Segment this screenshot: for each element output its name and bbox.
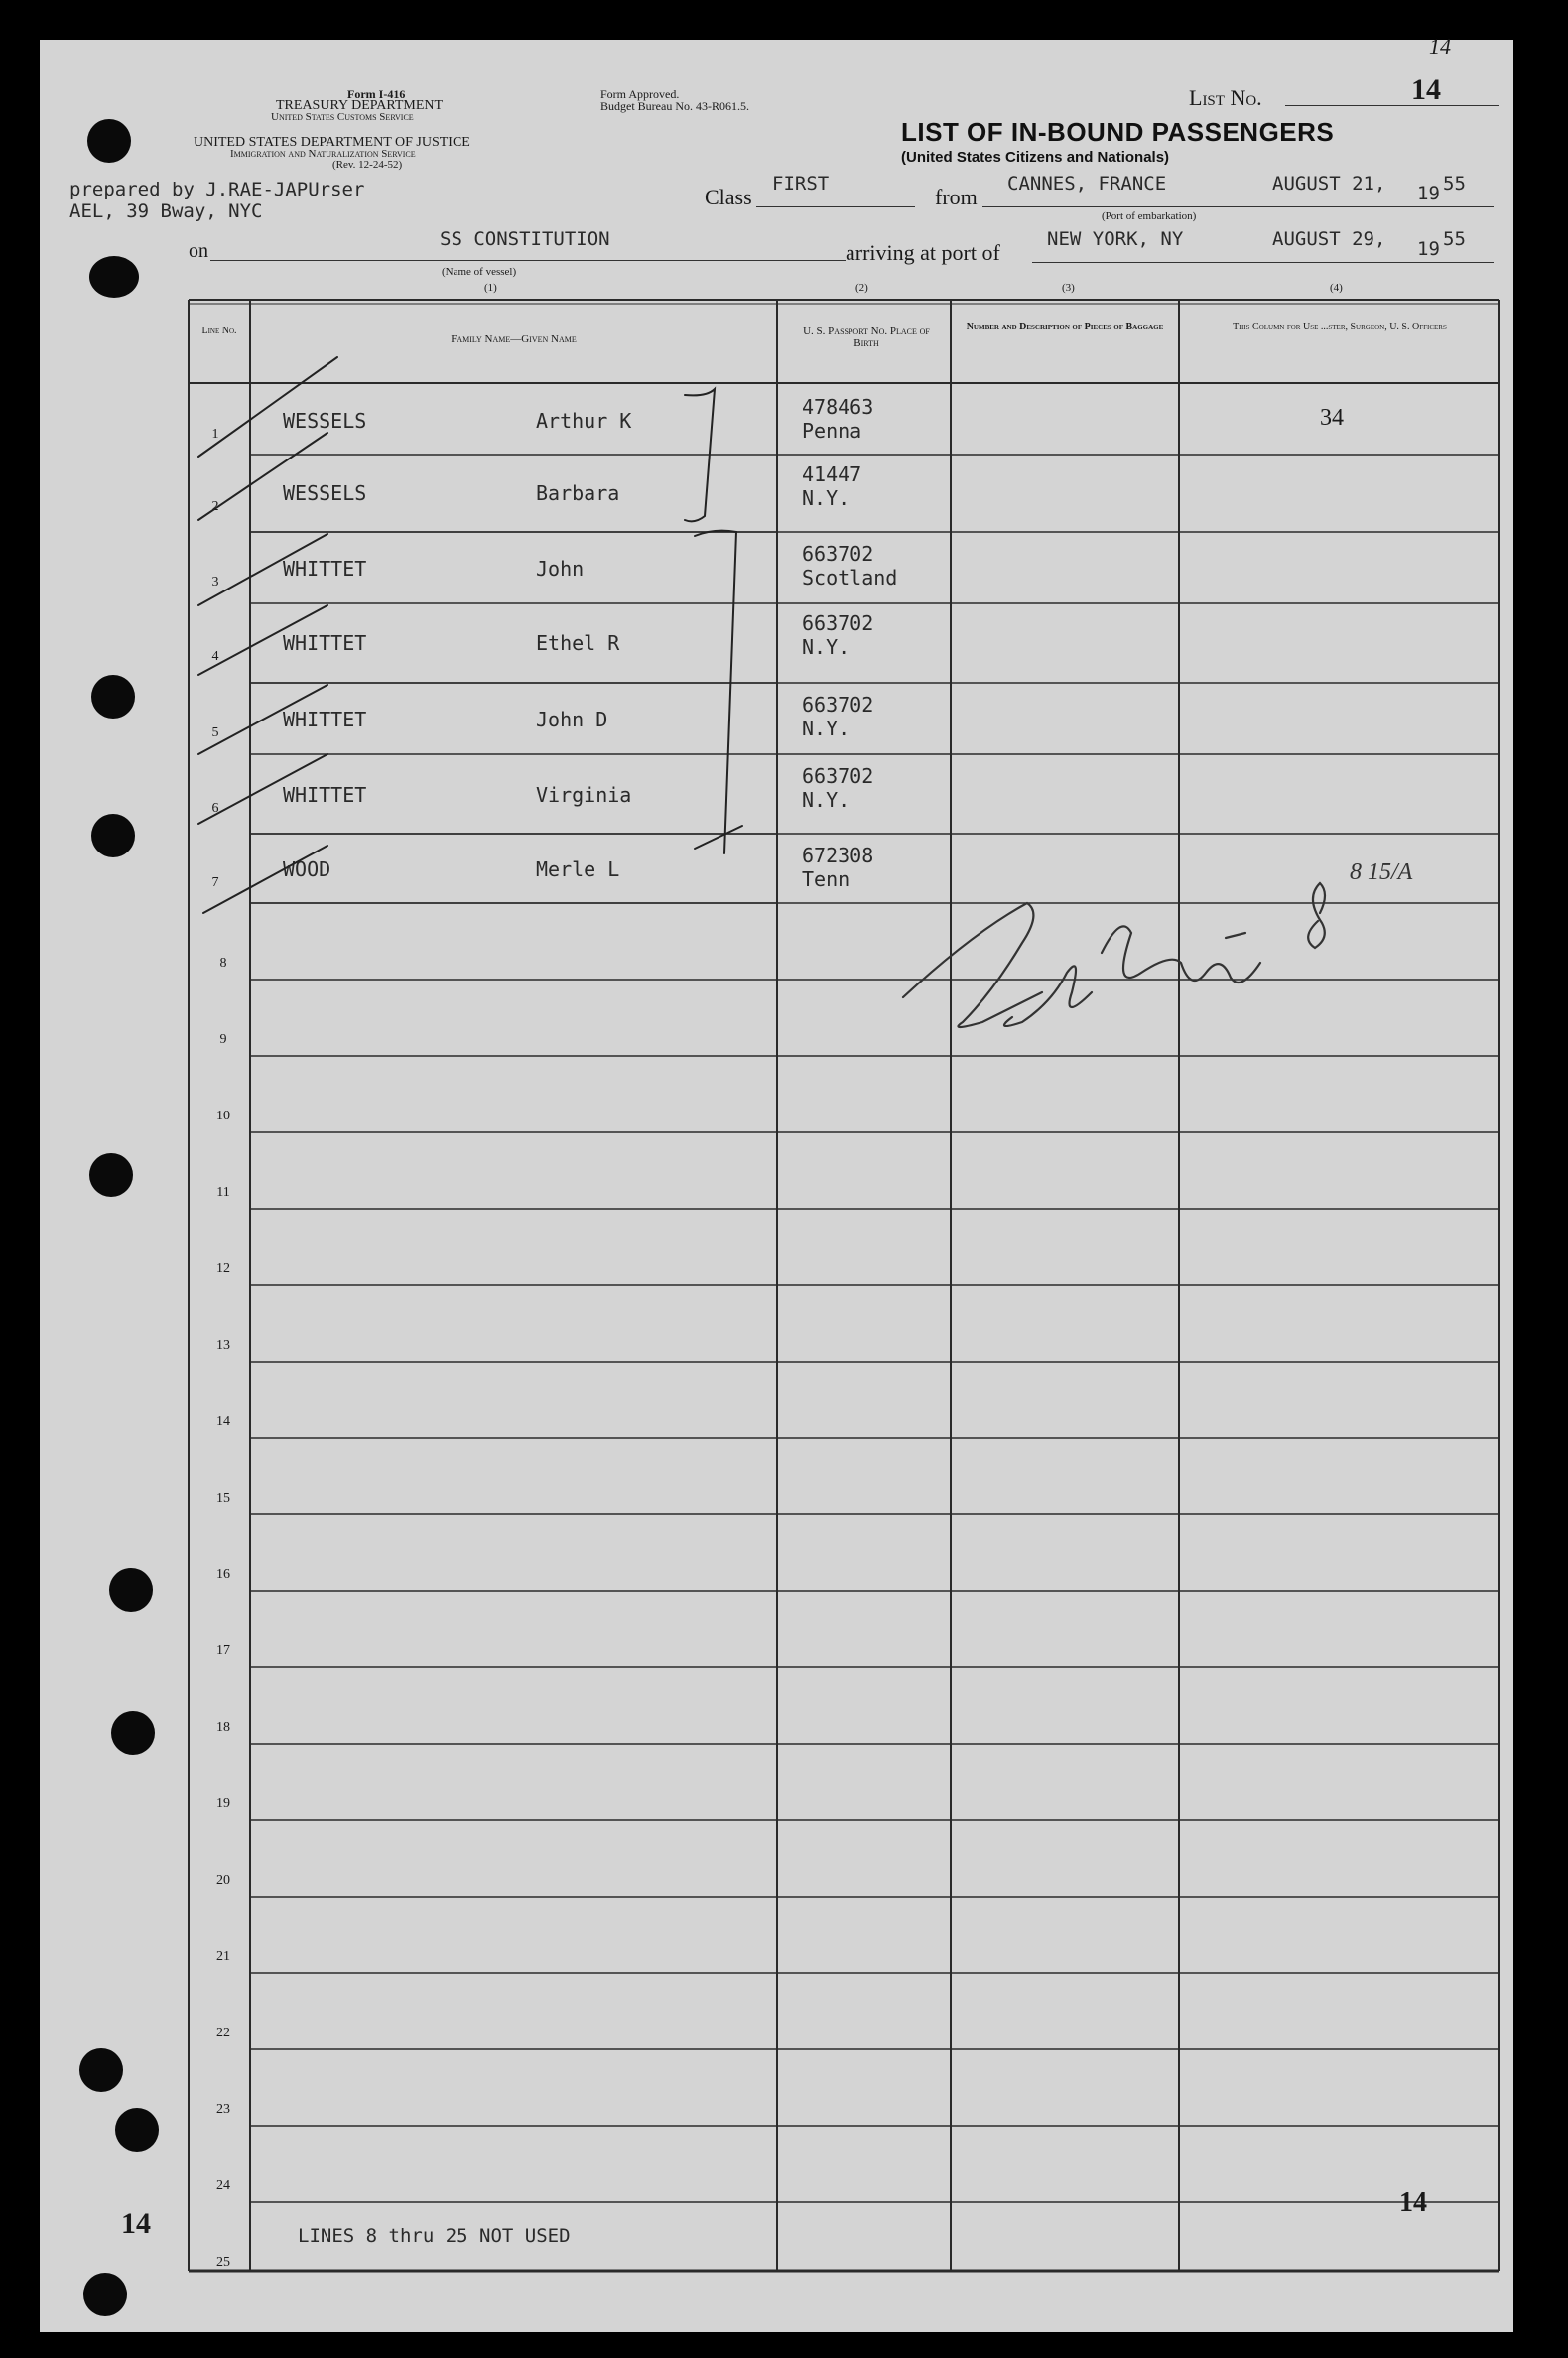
- family-name: WOOD: [283, 857, 331, 881]
- passport-number: 663702: [802, 611, 874, 635]
- prepared-address: AEL, 39 Bway, NYC: [69, 200, 263, 222]
- from-label: from: [935, 185, 978, 209]
- arriving-label: arriving at port of: [846, 240, 1000, 265]
- form-revision: (Rev. 12-24-52): [332, 159, 403, 171]
- line-number: 12: [216, 1261, 230, 1276]
- ins-service: Immigration and Naturalization Service: [230, 148, 416, 160]
- family-name: WHITTET: [283, 708, 367, 731]
- signature-mark: 8 15/A: [1350, 859, 1413, 885]
- line-number: 18: [216, 1720, 230, 1735]
- customs-service: United States Customs Service: [271, 111, 414, 123]
- given-name: Merle L: [536, 857, 620, 881]
- given-name: John D: [536, 708, 608, 731]
- passport-number: 663702: [802, 764, 874, 788]
- line-number: 2: [211, 499, 219, 514]
- family-name: WHITTET: [283, 557, 367, 581]
- line-number: 16: [216, 1567, 230, 1582]
- class-value: FIRST: [772, 173, 830, 195]
- top-corner-mark: 14: [1429, 34, 1451, 59]
- line-number: 17: [216, 1643, 230, 1658]
- officer-note: 34: [1320, 405, 1344, 431]
- form-title: LIST OF IN-BOUND PASSENGERS: [901, 117, 1335, 147]
- from-value: CANNES, FRANCE: [1007, 173, 1167, 195]
- header-name: Family Name—Given Name: [451, 333, 577, 345]
- line-number: 6: [211, 801, 219, 816]
- birthplace: Scotland: [802, 566, 898, 590]
- birthplace: N.Y.: [802, 788, 850, 812]
- family-name: WHITTET: [283, 631, 367, 655]
- line-number: 15: [216, 1491, 230, 1506]
- line-number: 9: [219, 1032, 227, 1047]
- arrival-port: NEW YORK, NY: [1047, 228, 1184, 250]
- arrival-century: 19: [1417, 238, 1440, 260]
- bottom-right-page: 14: [1399, 2187, 1427, 2218]
- line-number: 23: [216, 2102, 230, 2117]
- line-number: 14: [216, 1414, 230, 1429]
- depart-century: 19: [1417, 183, 1440, 204]
- family-name: WESSELS: [283, 409, 367, 433]
- passport-number: 672308: [802, 844, 874, 867]
- birthplace: N.Y.: [802, 635, 850, 659]
- given-name: John: [536, 557, 585, 581]
- header-baggage: Number and Description of Pieces of Baggage: [966, 322, 1164, 332]
- line-number: 8: [219, 956, 227, 971]
- line-number: 24: [216, 2178, 230, 2193]
- passport-number: 663702: [802, 693, 874, 717]
- col-num-3: (3): [1062, 282, 1075, 294]
- arrival-date: AUGUST 29,: [1272, 228, 1386, 250]
- class-label: Class: [705, 185, 752, 209]
- line-number: 20: [216, 1873, 230, 1888]
- col-num-4: (4): [1330, 282, 1343, 294]
- line-number: 7: [211, 875, 219, 890]
- line-number: 10: [216, 1109, 230, 1123]
- birthplace: N.Y.: [802, 717, 850, 740]
- line-number: 13: [216, 1338, 230, 1353]
- birthplace: N.Y.: [802, 486, 850, 510]
- line-number: 11: [216, 1185, 230, 1200]
- passport-number: 663702: [802, 542, 874, 566]
- header-officers: This Column for Use ...ster, Surgeon, U. S. Officers: [1233, 322, 1447, 332]
- birthplace: Tenn: [802, 867, 850, 891]
- given-name: Arthur K: [536, 409, 632, 433]
- budget-bureau: Budget Bureau No. 43-R061.5.: [600, 99, 749, 113]
- on-label: on: [189, 240, 208, 262]
- list-no-value: 14: [1411, 73, 1441, 106]
- depart-date: AUGUST 21,: [1272, 173, 1386, 195]
- given-name: Virginia: [536, 783, 632, 807]
- form-approved: Form Approved.: [600, 87, 680, 101]
- depart-year: 55: [1443, 173, 1466, 195]
- line-number: 5: [211, 725, 219, 740]
- justice-department: UNITED STATES DEPARTMENT OF JUSTICE: [194, 135, 470, 150]
- bottom-left-page: 14: [121, 2207, 151, 2240]
- col-num-2: (2): [855, 282, 868, 294]
- line-number: 19: [216, 1796, 230, 1811]
- line-number: 25: [216, 2255, 230, 2270]
- line-number: 3: [211, 575, 219, 590]
- line-number: 4: [211, 649, 219, 664]
- birthplace: Penna: [802, 419, 862, 443]
- signature-scribble: [40, 40, 1513, 2332]
- list-no-label: List No.: [1189, 85, 1262, 110]
- given-name: Barbara: [536, 481, 620, 505]
- col-num-1: (1): [484, 282, 497, 294]
- vessel-name: SS CONSTITUTION: [440, 228, 610, 250]
- line-number: 22: [216, 2026, 230, 2040]
- family-name: WESSELS: [283, 481, 367, 505]
- given-name: Ethel R: [536, 631, 620, 655]
- passport-number: 478463: [802, 395, 874, 419]
- form-number: Form I-416: [347, 87, 406, 101]
- passport-number: 41447: [802, 462, 862, 486]
- vessel-caption: (Name of vessel): [442, 266, 517, 278]
- family-name: WHITTET: [283, 783, 367, 807]
- manifest-page: [40, 34, 1513, 2332]
- header-passport: U. S. Passport No. Place of Birth: [803, 326, 930, 349]
- line-number: 1: [211, 427, 219, 442]
- line-number: 21: [216, 1949, 230, 1964]
- prepared-by: prepared by J.RAE-JAPUrser: [69, 179, 365, 200]
- embark-caption: (Port of embarkation): [1102, 210, 1197, 222]
- arrival-year: 55: [1443, 228, 1466, 250]
- lines-not-used: LINES 8 thru 25 NOT USED: [298, 2225, 571, 2247]
- treasury-department: TREASURY DEPARTMENT: [276, 98, 444, 113]
- header-line-no: Line No.: [201, 326, 237, 336]
- form-subtitle: (United States Citizens and Nationals): [901, 149, 1170, 166]
